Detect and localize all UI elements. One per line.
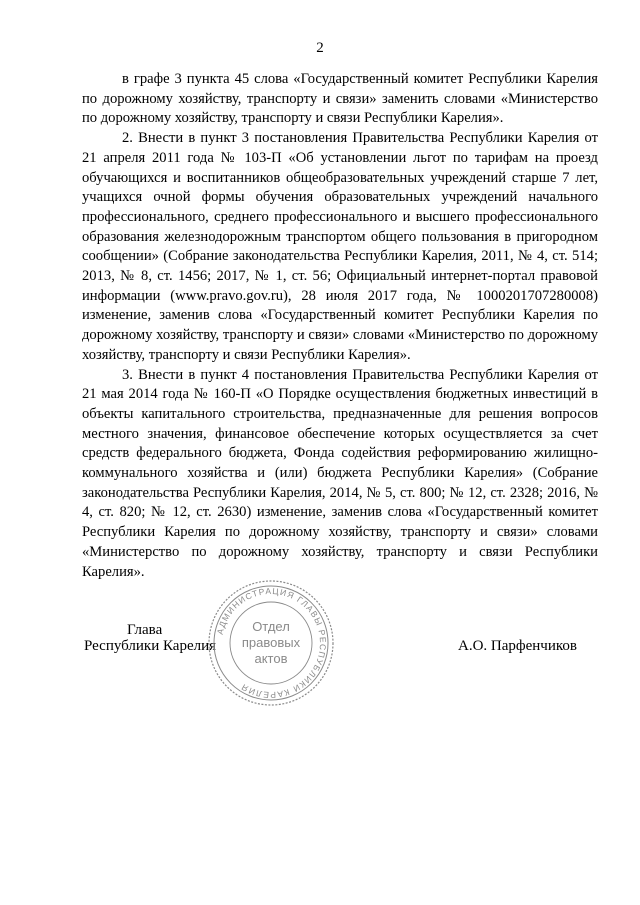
signatory-title-line-2: Республики Карелия xyxy=(84,638,217,654)
stamp-center-line-3: актов xyxy=(254,651,288,666)
paragraph-3: 3. Внести в пункт 4 постановления Правительства Республики Карелия от 21 мая 2014 года № 160-П «О Порядке осуществления бюджетных инвестиций в объекты капитального строительства, предназначенные для решения вопросов местного значения, финансовое обеспечение которых осуществляется за счет средств федерального бюджета, Фонда содействия реформированию жилищно-коммунального хозяйства и (или) бюджета Республики Карелия» (Собрание законодательства Республики Карелия, 2014, № 5, ст. 800; № 12, ст. 2328; 2016, № 4, ст. 820; № 12, ст. 2630) изменение, заменив слова «Государственный комитет Республики Карелия по дорожному хозяйству, транспорту и связи» словами «Министерство по дорожному хозяйству, транспорту и связи Республики Карелия». xyxy=(82,366,598,580)
stamp-center-line-2: правовых xyxy=(241,635,301,650)
page-number: 2 xyxy=(316,40,324,56)
stamp-ring-text: АДМИНИСТРАЦИЯ ГЛАВЫ РЕСПУБЛИКИ КАРЕЛИЯ xyxy=(214,585,329,701)
paragraph-2: 2. Внести в пункт 3 постановления Правительства Республики Карелия от 21 апреля 2011 года № 103-П «Об установлении льгот по тарифам на проезд обучающихся и воспитанников общеобразовательных учреждений старше 7 лет, учащихся очной формы обучения образовательных учреждений начального профессионального, среднего профессионального и высшего профессионального образования железнодорожным транспортом общего пользования в пригородном сообщении» (Собрание законодательства Республики Карелия, 2011, № 4, ст. 514; 2013, № 8, ст. 1456; 2017, № 1, ст. 56; Официальный интернет-портал правовой информации (www.pravo.gov.ru), 28 июля 2017 года, № 1000201707280008) изменение, заменив слова «Государственный комитет Республики Карелия по дорожному хозяйству, транспорту и связи» словами «Министерство по дорожному хозяйству, транспорту и связи Республики Карелия». xyxy=(82,130,598,363)
signatory-title-line-1: Глава xyxy=(127,622,163,638)
stamp-center-line-1: Отдел xyxy=(252,619,290,634)
signatory-name: А.О. Парфенчиков xyxy=(458,638,577,654)
paragraph-1: в графе 3 пункта 45 слова «Государственный комитет Республики Карелия по дорожному хозяйству, транспорту и связи» заменить словами «Министерство по дорожному хозяйству, транспорту и связи Республики Карелия». xyxy=(82,71,598,127)
official-stamp xyxy=(206,578,336,708)
document-body xyxy=(82,70,598,582)
